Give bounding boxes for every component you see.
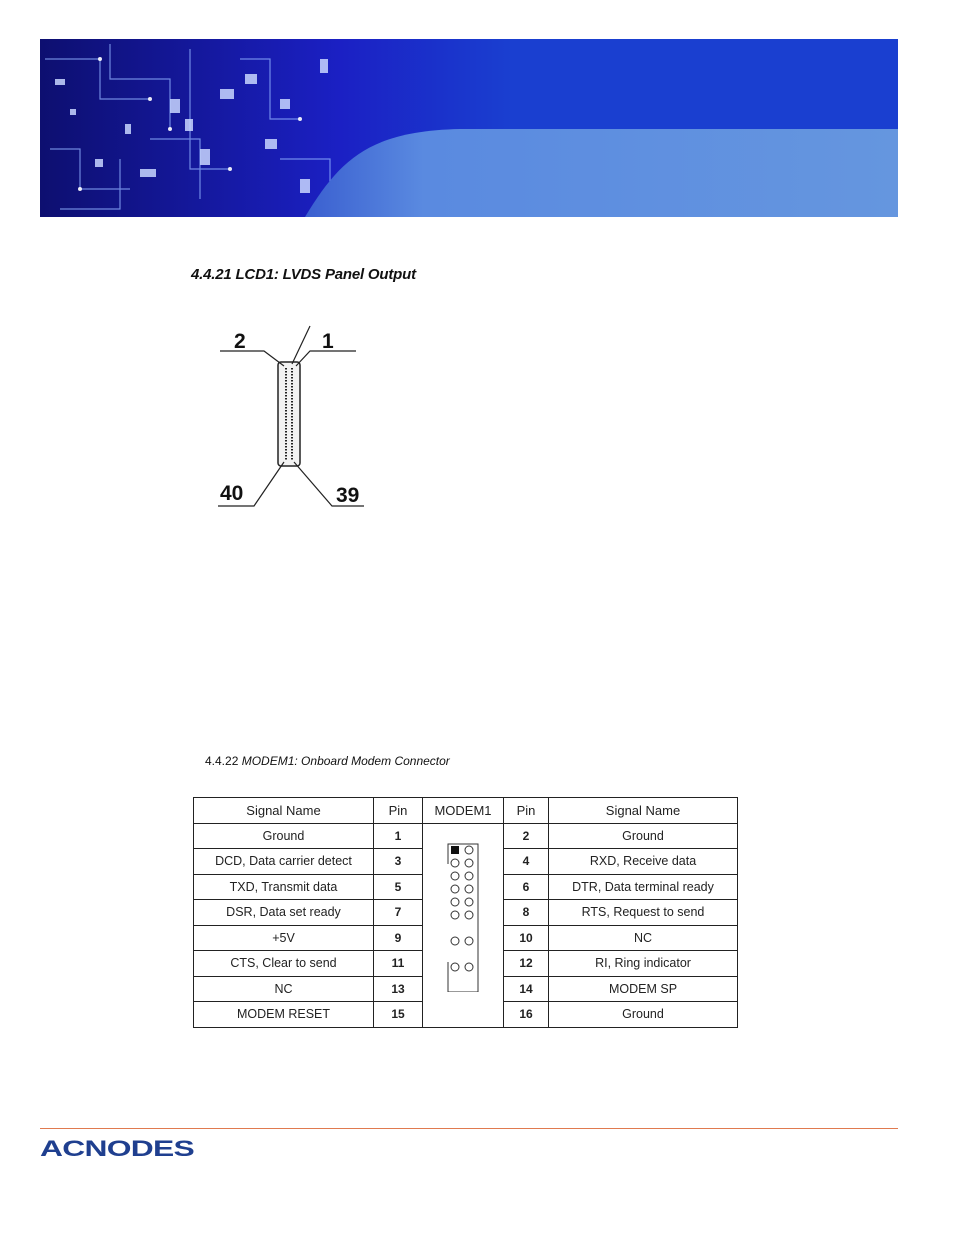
right-signal-name: NC <box>549 925 738 951</box>
right-signal-name: DTR, Data terminal ready <box>549 874 738 900</box>
pin-label-39: 39 <box>336 484 360 507</box>
left-signal-name: TXD, Transmit data <box>194 874 374 900</box>
lcd1-connector-diagram <box>214 318 366 510</box>
right-signal-name: RTS, Request to send <box>549 900 738 926</box>
modem1-header-diagram-cell <box>423 823 504 1027</box>
right-pin: 6 <box>504 874 549 900</box>
header-signal-name: Signal Name <box>549 798 738 824</box>
section-text: MODEM1: Onboard Modem Connector <box>241 754 450 768</box>
logo-text: ACNODES <box>40 1136 194 1161</box>
table-row <box>194 823 738 849</box>
left-pin: 15 <box>374 1002 423 1028</box>
right-pin: 8 <box>504 900 549 926</box>
right-signal-name: Ground <box>549 823 738 849</box>
modem1-pinout-table <box>193 797 738 1028</box>
right-pin: 16 <box>504 1002 549 1028</box>
left-signal-name: NC <box>194 976 374 1002</box>
right-signal-name: MODEM SP <box>549 976 738 1002</box>
section-number: 4.4.22 <box>205 754 239 768</box>
header-modem1: MODEM1 <box>423 798 504 824</box>
section-title-lcd1: 4.4.21 LCD1: LVDS Panel Output <box>191 266 416 283</box>
header-signal-name: Signal Name <box>194 798 374 824</box>
left-signal-name: MODEM RESET <box>194 1002 374 1028</box>
left-pin: 13 <box>374 976 423 1002</box>
right-pin: 2 <box>504 823 549 849</box>
left-pin: 7 <box>374 900 423 926</box>
section-title-modem1 <box>205 754 450 768</box>
footer-divider <box>40 1128 898 1129</box>
pin-label-1: 1 <box>322 330 334 353</box>
right-signal-name: RXD, Receive data <box>549 849 738 875</box>
logo-graphic <box>40 1135 200 1161</box>
header-pin: Pin <box>504 798 549 824</box>
right-signal-name: Ground <box>549 1002 738 1028</box>
left-signal-name: CTS, Clear to send <box>194 951 374 977</box>
header-pin: Pin <box>374 798 423 824</box>
left-signal-name: +5V <box>194 925 374 951</box>
pin1-square-marker <box>451 846 459 854</box>
header-banner <box>40 39 898 217</box>
right-pin: 12 <box>504 951 549 977</box>
left-signal-name: Ground <box>194 823 374 849</box>
table-header-row <box>194 798 738 824</box>
modem1-connector-diagram <box>444 842 482 992</box>
pin-label-2: 2 <box>234 330 246 353</box>
left-signal-name: DSR, Data set ready <box>194 900 374 926</box>
left-pin: 11 <box>374 951 423 977</box>
right-pin: 4 <box>504 849 549 875</box>
left-signal-name: DCD, Data carrier detect <box>194 849 374 875</box>
right-pin: 14 <box>504 976 549 1002</box>
acnodes-logo <box>40 1135 200 1167</box>
left-pin: 5 <box>374 874 423 900</box>
right-signal-name: RI, Ring indicator <box>549 951 738 977</box>
circuit-board-graphic <box>40 39 898 217</box>
left-pin: 9 <box>374 925 423 951</box>
left-pin: 3 <box>374 849 423 875</box>
pin-label-40: 40 <box>220 482 244 505</box>
right-pin: 10 <box>504 925 549 951</box>
left-pin: 1 <box>374 823 423 849</box>
